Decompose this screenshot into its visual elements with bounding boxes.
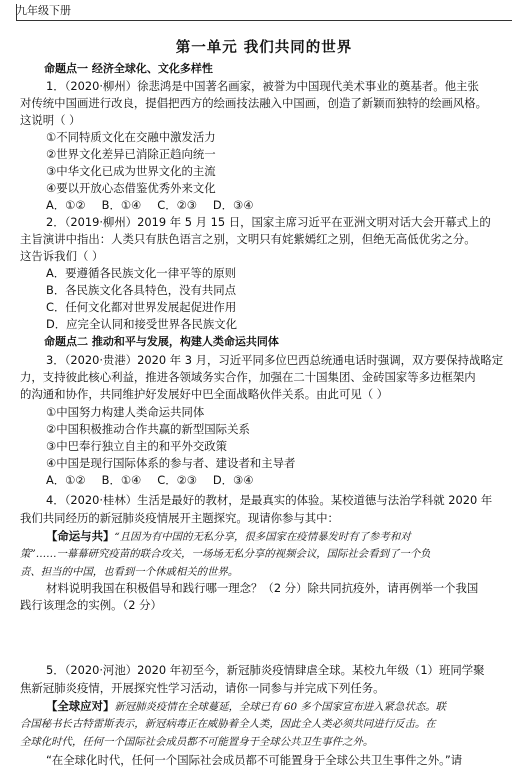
q3-option: ②中国积极推动合作共赢的新型国际关系 <box>46 422 250 436</box>
q2-option: A．要遵循各民族文化一律平等的原则 <box>46 266 237 280</box>
q5-stem-line: 焦新冠肺炎疫情，开展探究性学习活动，请你一同参与并完成下列任务。 <box>20 681 385 695</box>
q3-choice-b: B．①④ <box>101 473 142 487</box>
q3-stem-line: 3．（2020·贵港）2020 年 3 月，习近平同多位巴西总统通电话时强调，双方要保持战略定 <box>46 353 504 367</box>
q4-question-line: 践行该理念的实例。（2 分） <box>20 598 162 612</box>
q5-material-line: 全球化时代，任何一个国际社会成员都不可能置身于全球公共卫生事件之外。 <box>20 736 374 748</box>
section-heading-1: 命题点一 经济全球化、文化多样性 <box>44 62 213 75</box>
q4-material-line: 责、担当的中国，也看到一个休戚相关的世界。 <box>20 566 239 578</box>
q2-option: B．各民族文化各具特色，没有共同点 <box>46 283 237 297</box>
unit-title: 第一单元 我们共同的世界 <box>175 40 353 56</box>
q2-option: C．任何文化都对世界发展起促进作用 <box>46 300 237 314</box>
section-heading-2: 命题点二 推动和平与发展，构建人类命运共同体 <box>44 335 279 348</box>
q1-option: ①不同特质文化在交融中激发活力 <box>46 130 216 144</box>
q2-option: D．应完全认同和接受世界各民族文化 <box>46 317 238 331</box>
q5-material-label: 【全球应对】 <box>46 699 115 713</box>
q1-choice-b: B．①④ <box>101 198 142 212</box>
q3-choice-c: C．②③ <box>157 473 198 487</box>
q4-question-line: 材料说明我国在积极倡导和践行哪一理念？（2 分）除共同抗疫外，请再例举一个我国 <box>46 581 479 595</box>
q4-stem-line: 4．（2020·桂林）生活是最好的教材，是最真实的体验。某校道德与法治学科就 2020 年 <box>46 493 493 507</box>
q3-choices <box>20 472 516 489</box>
q2-stem-line: 这告诉我们（ ） <box>20 249 104 263</box>
q4-material-line <box>20 528 516 546</box>
running-header: 九年级下册 <box>16 4 71 17</box>
q2-stem-line: 2．（2019·柳州）2019 年 5 月 15 日，国家主席习近平在亚洲文明对话大会开幕式上的 <box>46 215 491 229</box>
header-rule <box>16 20 512 21</box>
q3-choice-d: D．③④ <box>212 473 254 487</box>
q5-question-line: “在全球化时代，任何一个国际社会成员都不可能置身于全球公共卫生事件之外。”请 <box>46 753 463 767</box>
q5-stem-line: 5．（2020·河池）2020 年初至今，新冠肺炎疫情肆虐全球。某校九年级（1）班同学聚 <box>46 663 485 677</box>
q1-stem-line: 对传统中国画进行改良，提倡把西方的绘画技法融入中国画，创造了新颖而独特的绘画风格。 <box>20 96 488 110</box>
q4-material-line: 策”……一幕幕研究疫苗的联合攻关，一场场无私分享的视频会议，国际社会看到了一个负 <box>20 548 431 560</box>
q1-choice-a: A．①② <box>46 198 86 212</box>
q1-option: ③中华文化已成为世界文化的主流 <box>46 164 216 178</box>
q3-choice-a: A．①② <box>46 473 86 487</box>
q3-option: ③中巴奉行独立自主的和平外交政策 <box>46 439 228 453</box>
q1-choice-c: C．②③ <box>157 198 198 212</box>
q1-stem-line: 这说明（ ） <box>20 113 81 127</box>
q1-stem-line: 1．（2020·柳州）徐悲鸿是中国著名画家，被誉为中国现代美术事业的奠基者。他主张 <box>46 79 479 93</box>
q4-stem-line: 我们共同经历的新冠肺炎疫情展开主题探究。现请你参与其中： <box>20 511 339 525</box>
q1-choices <box>20 197 516 214</box>
q3-option: ①中国努力构建人类命运共同体 <box>46 405 205 419</box>
q5-material-text: 新冠肺炎疫情在全球蔓延，全球已有 60 多个国家宣布进入紧急状态。联 <box>114 701 446 713</box>
q2-stem-line: 主旨演讲中指出：人类只有肤色语言之别，文明只有姹紫嫣红之别，但绝无高低优劣之分。 <box>20 232 476 246</box>
q5-material-line <box>20 698 516 716</box>
q5-material-line: 合国秘书长古特雷斯表示，新冠病毒正在威胁着全人类，因此全人类必须共同进行反击。在 <box>20 718 436 730</box>
q3-option: ④中国是现行国际体系的参与者、建设者和主导者 <box>46 456 296 470</box>
q4-material-text: “且因为有中国的无私分享，很多国家在疫情暴发时有了参考和对 <box>114 531 411 543</box>
q1-choice-d: D．③④ <box>212 198 254 212</box>
q4-material-label: 【命运与共】 <box>46 529 115 543</box>
q3-stem-line: 的沟通和协作，共同维护好发展好中巴全面战略伙伴关系。由此可见（ ） <box>20 387 389 401</box>
q1-option: ②世界文化差异已消除正趋向统一 <box>46 147 216 161</box>
q1-option: ④要以开放心态借鉴优秀外来文化 <box>46 181 216 195</box>
q3-stem-line: 力，支持彼此核心利益，推进各领域务实合作，加强在二十国集团、金砖国家等多边框架内 <box>20 370 476 384</box>
